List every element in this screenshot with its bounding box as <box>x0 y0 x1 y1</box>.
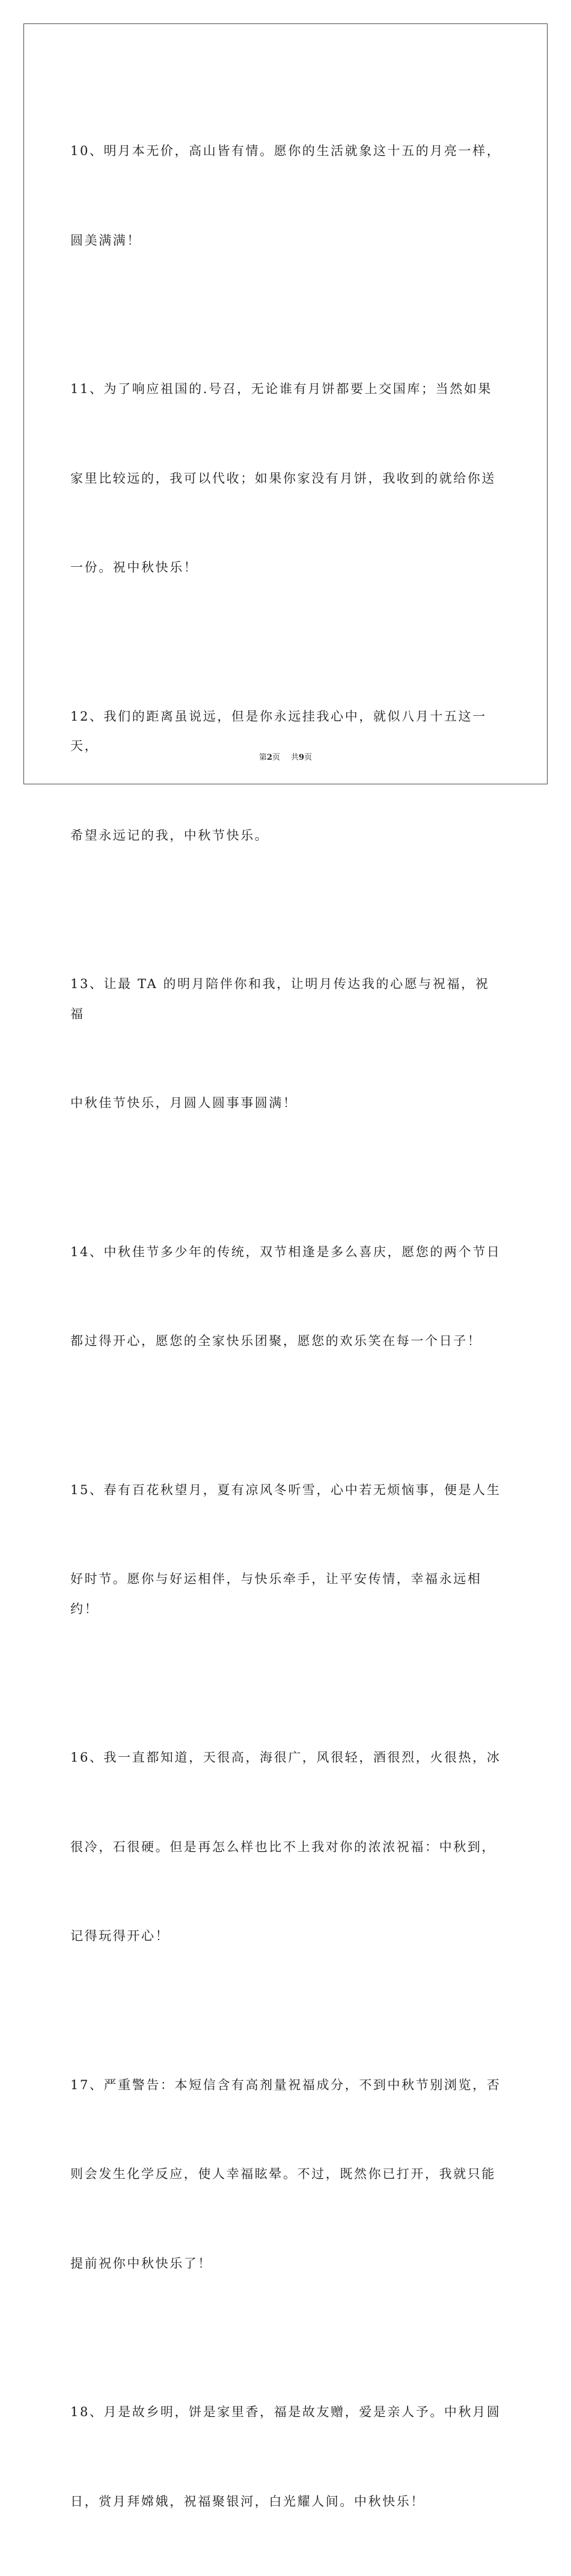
document-body <box>70 77 503 2576</box>
text-line: 16、我一直都知道，天很高，海很广，风很轻，酒很烈，火很热，冰 <box>70 1750 501 1765</box>
text-line: 13、让最 TA 的明月陪伴你和我，让明月传达我的心愿与祝福，祝福 <box>70 977 490 1021</box>
text-line: 12、我们的距离虽说远，但是你永远挂我心中，就似八月十五这一天， <box>70 709 487 753</box>
text-line: 17、严重警告：本短信含有高剂量祝福成分，不到中秋节别浏览，否 <box>70 2077 501 2092</box>
page-suffix: 页 <box>272 753 280 762</box>
page-footer <box>0 751 571 762</box>
text-line: 家里比较远的，我可以代收；如果你家没有月饼，我收到的就给你送 <box>70 471 496 486</box>
list-item-13 <box>70 910 503 1178</box>
text-line: 记得玩得开心！ <box>70 1929 170 1943</box>
text-line: 15、春有百花秋望月，夏有凉风冬听雪，心中若无烦恼事，便是人生 <box>70 1482 501 1497</box>
text-line: 14、中秋佳节多少年的传统，双节相逢是多么喜庆，愿您的两个节日 <box>70 1244 501 1259</box>
text-line: 11、为了响应祖国的.号召，无论谁有月饼都要上交国库；当然如果 <box>70 382 492 396</box>
text-line: 希望永远记的我，中秋节快乐。 <box>70 828 269 843</box>
total-suffix: 页 <box>304 753 313 762</box>
text-line: 提前祝你中秋快乐了！ <box>70 2256 212 2271</box>
text-line: 日，赏月拜嫦娥，祝福聚银河，白光耀人间。中秋快乐！ <box>70 2494 425 2509</box>
text-line: 都过得开心，愿您的全家快乐团聚，愿您的欢乐笑在每一个日子！ <box>70 1334 482 1348</box>
text-line: 中秋佳节快乐，月圆人圆事事圆满！ <box>70 1096 298 1110</box>
list-item-18 <box>70 2338 503 2576</box>
list-item-11 <box>70 315 503 642</box>
page-number: 2 <box>266 753 272 762</box>
page-prefix: 第 <box>258 753 267 762</box>
text-line: 很冷，石很硬。但是再怎么样也比不上我对你的浓浓祝福：中秋到， <box>70 1839 496 1854</box>
list-item-12 <box>70 642 503 911</box>
text-line: 则会发生化学反应，使人幸福眩晕。不过，既然你已打开，我就只能 <box>70 2167 496 2181</box>
total-prefix: 共 <box>291 753 299 762</box>
total-pages: 9 <box>299 753 305 762</box>
text-line: 18、月是故乡明，饼是家里香，福是故友赠，爱是亲人予。中秋月圆 <box>70 2405 501 2419</box>
text-line: 好时节。愿你与好运相伴，与快乐牵手，让平安传情，幸福永远相约！ <box>70 1572 482 1616</box>
list-item-10 <box>70 77 503 315</box>
text-line: 圆美满满！ <box>70 233 141 248</box>
list-item-15 <box>70 1416 503 1684</box>
list-item-17 <box>70 2011 503 2339</box>
list-item-16 <box>70 1683 503 2011</box>
text-line: 10、明月本无价，高山皆有情。愿你的生活就象这十五的月亮一样， <box>70 144 501 158</box>
text-line: 一份。祝中秋快乐！ <box>70 560 198 575</box>
list-item-14 <box>70 1178 503 1416</box>
